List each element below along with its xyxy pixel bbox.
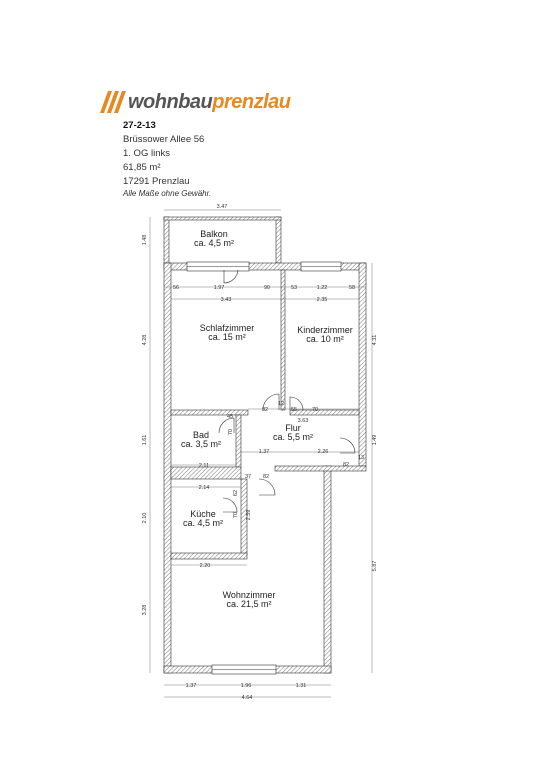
dim-bad-width: 2.11 [198,463,210,469]
address-line: Brüssower Allee 56 [123,134,205,145]
dim-top-seg1: 56 [172,285,180,291]
dim-flur-width: 3.63 [297,418,309,424]
wall-under-schlaf [171,410,248,415]
room-schlafzimmer-name: Schlafzimmer [199,323,255,333]
flur-door-swing [340,438,355,453]
room-wohnzimmer-area: ca. 21,5 m² [226,599,272,609]
dim-flur-small: 13 [357,455,365,461]
dim-right-kinder-h: 4.31 [372,334,378,346]
logo-part1: wohnbau [128,90,213,113]
dim-kueche-width-top: 2.14 [198,485,210,491]
room-wohnzimmer-name: Wohnzimmer [222,590,276,600]
dim-left-bad-h: 1.61 [142,434,148,446]
dim-bad-small: 45 [226,414,234,420]
kueche-door-swing [223,498,237,512]
dim-door-schlaf: 82 [261,407,269,413]
room-bad-area: ca. 3,5 m² [180,439,222,449]
room-kueche-name: Küche [190,509,216,519]
dim-total-width: 4.64 [241,695,253,701]
balcony-right-wall [276,217,281,263]
room-bad-name: Bad [192,430,210,440]
dimension-labels [142,204,378,701]
dim-flur-inner1: 1.37 [258,449,270,455]
room-kinderzimmer-name: Kinderzimmer [297,325,353,335]
dim-bottom-seg1: 1.37 [185,683,197,689]
wall-under-kinder [290,410,359,415]
dim-wall-mid: 12 [277,401,285,407]
dim-left-wohn-h: 3.28 [142,604,148,616]
city-line: 17291 Prenzlau [123,176,190,187]
dim-balkon-depth: 1.48 [142,234,148,246]
dim-top-seg6: 58 [348,285,356,291]
wall-schlaf-kinder [281,270,285,410]
dim-top-seg4: 53 [290,285,298,291]
dim-kueche-small: 37 [244,474,252,480]
dim-door-wohn: 82 [262,474,270,480]
dim-balkon-width: 3.47 [216,204,228,210]
room-kueche-area: ca. 4,5 m² [182,518,224,528]
room-flur-name: Flur [285,423,301,433]
dim-right-wohn-h: 5.87 [372,560,378,572]
room-schlafzimmer-area: ca. 15 m² [208,332,246,342]
disclaimer-note: Alle Maße ohne Gewähr. [123,189,212,198]
dim-kinder-width: 2.35 [316,297,328,303]
room-flur-area: ca. 5,5 m² [272,432,314,442]
dim-bottom-seg3: 1.31 [295,683,307,689]
right-wall-lower [324,466,331,673]
dim-kueche-width-bottom: 2.20 [199,563,211,569]
balcony-rail [164,217,281,220]
wohn-door-swing [259,479,275,495]
wall-flur-bottom [275,466,366,471]
wall-kueche-bottom [171,553,247,559]
wall-bad-right [236,415,241,467]
dim-top-seg5: 1.22 [316,285,328,291]
left-wall [164,263,171,673]
dim-bad-door: 70 [228,428,234,436]
dim-top-seg3: 90 [263,285,271,291]
dim-kueche-depth: 2.59 [246,509,252,521]
dim-flur-inner2: 2.26 [317,449,329,455]
dim-left-kueche-h: 2.10 [142,512,148,524]
right-wall-upper [359,263,366,466]
logo-part2: prenzlau [212,90,291,113]
floor-line: 1. OG links [123,148,170,159]
dim-bottom-seg2: 1.96 [240,683,252,689]
dim-kueche-door: 70 [233,511,239,519]
dim-door-kinder: 70 [311,407,319,413]
dim-kueche-wall: 62 [233,489,239,497]
dim-left-schlaf-h: 4.28 [142,334,148,346]
dim-right-flur-h: 1.49 [372,434,378,446]
dim-top-seg2: 1.97 [213,285,225,291]
balcony-left-wall [164,217,169,263]
area-line: 61,85 m² [123,162,161,173]
balcony-door-swing [224,270,238,283]
dim-schlaf-width: 3.43 [220,297,232,303]
apartment-id: 27-2-13 [123,120,156,131]
dim-gap-mid: 55 [290,407,298,413]
room-balkon-name: Balkon [200,229,228,239]
room-kinderzimmer-area: ca. 10 m² [306,334,344,344]
room-balkon-area: ca. 4,5 m² [193,238,235,248]
dim-flur-door: 82 [342,462,350,468]
